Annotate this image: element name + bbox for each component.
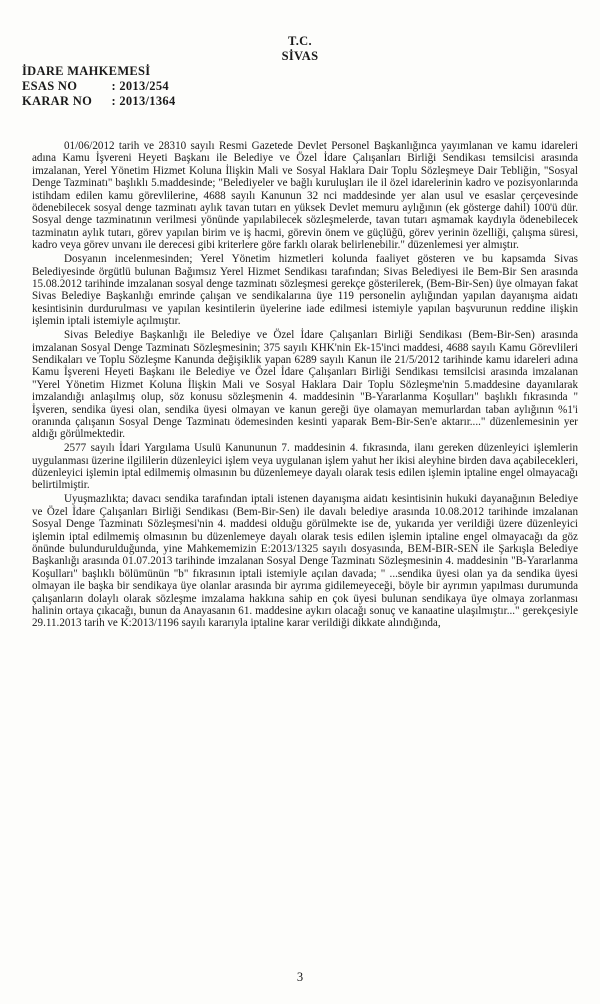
city-line: SİVAS [281,49,319,63]
karar-label: KARAR NO [22,94,93,108]
karar-row [0,94,600,109]
paragraph-2: Dosyanın incelenmesinden; Yerel Yönetim hizmetleri kolunda faaliyet gösteren ve bu kapsamda Sivas Belediyesinde örgütlü bulunan Bağımsız Yerel Hizmet Sendikası tarafından; Sivas Belediyesi ile Bem-Bir Sen arasında 15.08.2012 tarihinde imzalanan sosyal denge tazminatı sözleşmesi gerekçe gösterilerek, (Bem-Bir-Sen) üye olmayan fakat Sivas Belediye Başkanlığı emrinde çalışan ve sendikalarına üye 119 personelin aylığından yapılan dayanışma aidatı kesintisinin durdurulması ve yapılan kesintilerin üyelerine iade edilmesi istemiyle yapılan başvurunun reddine ilişkin işlemin iptali istemiyle açılmıştır. [32,253,578,328]
court-name: İDARE MAHKEMESİ [22,64,151,78]
page-number: 3 [296,970,304,984]
paragraph-4: 2577 sayılı İdari Yargılama Usulü Kanununun 7. maddesinin 4. fıkrasında, ilanı gereken düzenleyici işlemlerin uygulanması üzerine ilgililerin düzenleyici işlem veya uygulanan işlem yahut her ikisi aleyhine birden dava açabilecekleri, düzenleyici işlemin iptal edilmemiş olmasının bu düzenlemeye dayalı olarak tesis edilen işlemin iptaline engel olmayacağı belirtilmiştir. [32,442,578,492]
country-line: T.C. [288,34,312,48]
paragraph-5: Uyuşmazlıkta; davacı sendika tarafından iptali istenen dayanışma aidatı kesintisinin hukuki dayanağının Belediye ve Özel İdare Çalışanları Birliği Sendikası (Bem-Bir-Sen) ile davalı belediye arasında 10.08.2012 tarihinde imzalanan Sosyal Denge Tazminatı Sözleşmesi'nin 4. maddesi olduğu görülmekte ise de, yukarıda yer verildiği üzere düzenleyici işlemin iptal edilmemiş olmasının bu düzenlemeye dayalı olarak tesis edilen işlemin iptaline engel olmayacağı da göz önünde bulundurulduğunda, yine Mahkememizin E:2013/1325 sayılı dosyasında, BEM-BIR-SEN ile Şarkışla Belediye Başkanlığı arasında 01.07.2013 tarihinde imzalanan Sosyal Denge Tazminatı Sözleşmesinin 4. maddesinin "B-Yararlanma Koşulları" başlıklı bölümünün "b" fıkrasının iptali istemiyle açılan davada; " ...sendika üyesi olan ya da sendika üyesi olmayan ile başka bir sendikaya üye olanlar arasında bir ayrıma gidilemeyeceği, böyle bir ayrımın yapılması durumunda çalışanların dolaylı olarak sözleşme imzalama hakkına sahip en çok üyesi bulunan sendikaya üye olmaya zorlanması halinin ortaya çıkacağı, bunun da Anayasanın 61. maddesine aykırı olacağı sonuç ve kanaatine ulaşılmıştır..." gerekçesiyle 29.11.2013 tarih ve K:2013/1196 sayılı kararıyla iptaline karar verildiği dikkate alındığında, [32,493,578,630]
esas-label: ESAS NO [22,79,78,93]
esas-row [0,79,600,94]
paragraph-1: 01/06/2012 tarih ve 28310 sayılı Resmi Gazetede Devlet Personel Başkanlığınca yayımlanan ve kamu idareleri adına Kamu İşvereni Heyeti Başkanı ile Belediye ve Özel İdare Çalışanları Birliği Sendikası temsilcisi arasında imzalanan, Yerel Yönetim Hizmet Koluna İlişkin Mali ve Sosyal Haklara Dair Toplu Sözleşmeye Dair Tebliğin, "Sosyal Denge Tazminatı" başlıklı 5.maddesinde; "Belediyeler ve bağlı kuruluşları ile il özel idarelerinin kadro ve pozisyonlarında istihdam edilen kamu görevlilerine, 4688 sayılı Kanunun 32 nci maddesinde yer alan usul ve esaslar çerçevesinde ödenebilecek sosyal denge tazminatı aylık tavan tutarı en yüksek Devlet memuru aylığının (ek gösterge dahil) 100'ü dür. Sosyal denge tazminatının verilmesi yönünde yapılabilecek sözleşmelerde, tavan tutarı aşmamak kaydıyla ödenebilecek tazminatın aylık tutarı, görev yapılan birim ve iş hacmi, görevin önem ve güçlüğü, görev yerinin özelliği, çalışma süresi, kadro veya görev unvanı ile derecesi gibi kriterlere göre farklı olarak belirlenebilir." düzenlemesi yer almıştır. [32,140,578,252]
court-header [0,34,600,109]
esas-value: : 2013/254 [111,79,169,93]
paragraph-3: Sivas Belediye Başkanlığı ile Belediye ve Özel İdare Çalışanları Birliği Sendikası (Bem-Bir-Sen) arasında imzalanan Sosyal Denge Tazminatı Sözleşmesinin; 375 sayılı KHK'nin Ek-15'inci maddesi, 4688 sayılı Kamu Görevlileri Sendikaları ve Toplu Sözleşme Kanunda değişiklik yapan 6289 sayılı Kanun ile 21/5/2012 tarihinde kamu idareleri adına Kamu İşvereni Heyeti Başkanı ile Belediye ve Özel İdare Çalışanları Birliği Sendikası temsilcisi arasında imzalanan "Yerel Yönetim Hizmet Koluna İlişkin Mali ve Sosyal Haklara Dair Toplu Sözleşme'nin 5.maddesine dayanılarak imzalandığı anlaşılmış olup, söz konusu sözleşmenin 4. maddesinin "B-Yararlanma Koşulları" başlıklı fıkrasında " İşveren, sendika üyesi olan, sendika üyesi olmayan ve kanun gereği üye olamayan memurlardan taban aylığının %1'i oranında çalışanın Sosyal Denge Tazminatı ödemesinden kesinti yaparak Bem-Bir-Sen'e aktarır...." düzenlemesinin yer aldığı görülmektedir. [32,329,578,441]
document-body [32,140,578,631]
karar-value: : 2013/1364 [111,94,176,108]
